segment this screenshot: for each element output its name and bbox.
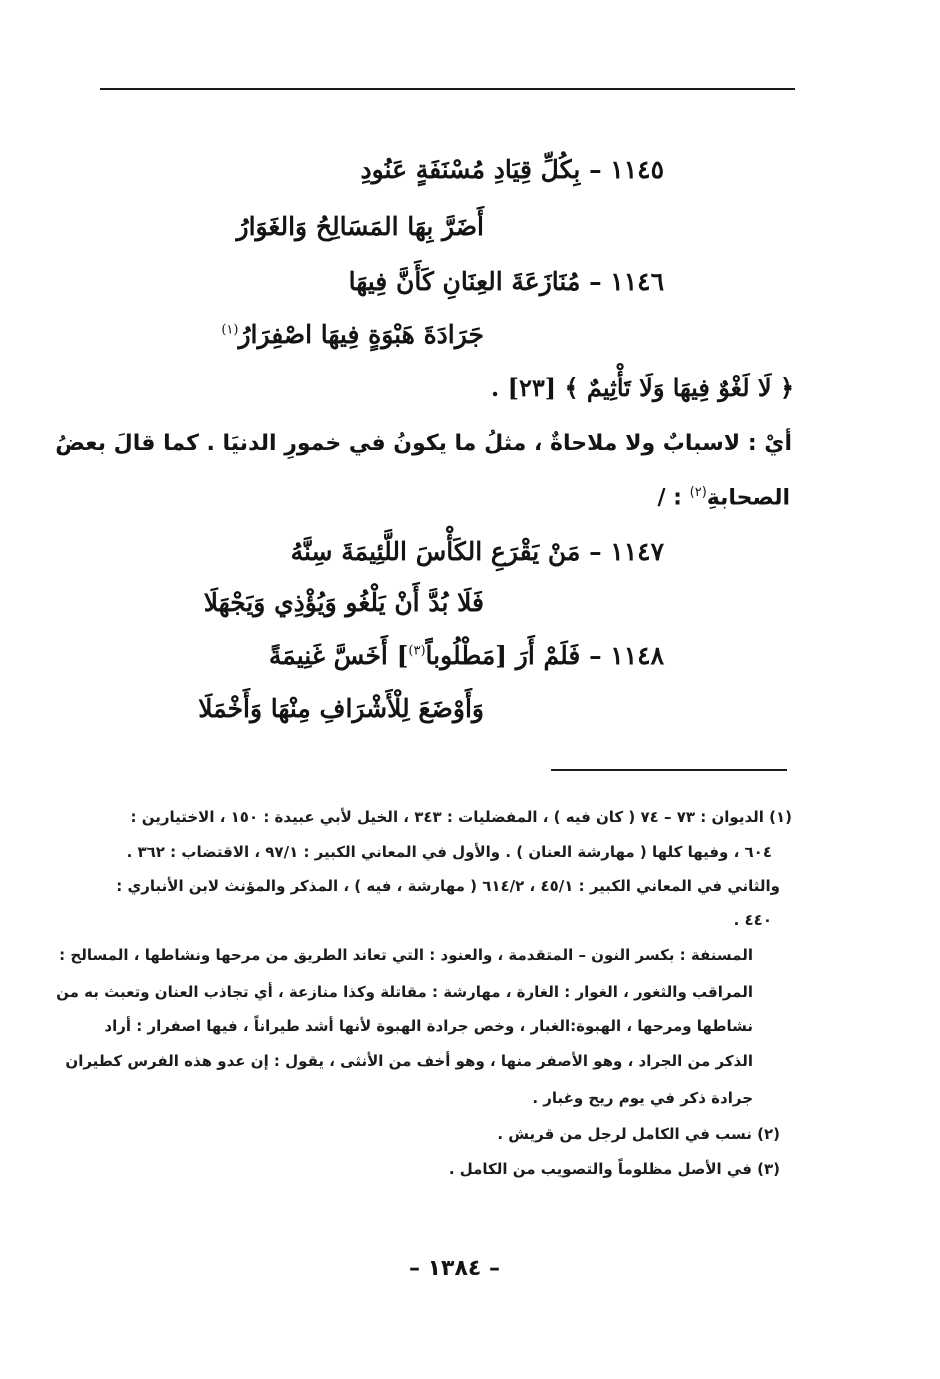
verse-1148-second-hemistich <box>198 694 484 723</box>
verse-number: ١١٤٨ – <box>589 641 664 670</box>
gloss-text: نشاطها ومرحها ، الهبوة:الغبار ، وخص جرادة الهبوة لأنها أشد طيراناً ، فيها اصفرار : أراد <box>104 1017 753 1035</box>
quran-text: لَا لَغْوٌ فِيهَا وَلَا تَأْثِيمٌ <box>586 373 772 402</box>
commentary-text: الصحابةِ <box>706 485 790 511</box>
footnote-1-line-1 <box>131 808 793 826</box>
footnote-2 <box>497 1125 780 1143</box>
hemistich-text: مَنْ يَقْرَعِ الكَأْسَ اللَّئِيمَةَ سِنَّهُ <box>290 537 581 566</box>
page-number-text: – ١٣٨٤ – <box>408 1256 500 1281</box>
verse-number: ١١٤٧ – <box>589 537 664 566</box>
verse-1146-first-hemistich <box>349 267 664 296</box>
gloss-line-1 <box>59 946 753 964</box>
footnote-rule <box>551 769 787 771</box>
page-number <box>409 1256 500 1281</box>
footnote-ref: (٢) <box>689 485 707 500</box>
footnote-text: (٣) في الأصل مظلوماً والتصويب من الكامل . <box>448 1160 780 1178</box>
footnote-text: ٤٤٠ . <box>733 911 772 929</box>
ornate-bracket-close: ﴾ <box>564 373 579 402</box>
gloss-text: المراقب والثغور ، الغوار : الغارة ، مهارشة : مقاتلة وكذا منازعة ، أي تجاذب العنان وتعبث به من <box>56 983 753 1001</box>
commentary-end: : / <box>657 485 682 511</box>
verse-1148-first-hemistich <box>269 641 664 670</box>
verse-1145-second-hemistich <box>237 212 485 241</box>
gloss-text: الذكر من الجراد ، وهو الأصفر منها ، وهو أخف من الأنثى ، يقول : إن عدو هذه الفرس كطيران <box>65 1052 753 1070</box>
footnote-ref: (١) <box>221 322 239 338</box>
gloss-line-3 <box>104 1017 753 1035</box>
gloss-text: المسنفة : بكسر النون – المتقدمة ، والعنود : التي تعاند الطريق من مرحها ونشاطها ، المسالح : <box>59 946 753 964</box>
verse-1147-second-hemistich <box>204 588 484 617</box>
footnote-1-line-2 <box>127 843 772 861</box>
verse-number: ١١٤٥ – <box>589 155 664 184</box>
ornate-bracket-open: ﴿ <box>779 373 794 402</box>
gloss-line-2 <box>56 983 753 1001</box>
verse-1147-first-hemistich <box>291 537 664 566</box>
hemistich-text: بِكُلِّ قِيَادِ مُسْنَفَةٍ عَنُودِ <box>360 155 581 184</box>
footnote-ref: (٣) <box>408 643 426 659</box>
commentary-line-2 <box>657 485 790 510</box>
footnote-3 <box>449 1160 780 1178</box>
footnote-text: والثاني في المعاني الكبير : ٤٥/١ ، ٦١٤/٢ ( مهارشة ، فيه ) ، المذكر والمؤنث لابن الأنباري : <box>116 877 780 895</box>
hemistich-text: أَضَرَّ بِهَا المَسَالِحُ وَالغَوَارُ <box>236 212 484 241</box>
footnote-1-line-3 <box>116 877 780 895</box>
footnote-1-line-4 <box>734 911 772 929</box>
hemistich-text: فَلَمْ أَرَ [مَطْلُوباً <box>425 641 581 670</box>
commentary-text: أيْ : لاسبابٌ ولا ملاحاةٌ ، مثلُ ما يكونُ في خمورِ الدنيَا . كما قالَ بعضُ <box>55 431 792 456</box>
top-rule <box>100 88 795 90</box>
footnote-text: ٦٠٤ ، وفيها كلها ( مهارشة العنان ) . والأول في المعاني الكبير : ٩٧/١ ، الاقتضاب : ٣٦٢ . <box>126 843 772 861</box>
commentary-line-1 <box>55 431 792 456</box>
verse-1146-second-hemistich <box>221 320 484 349</box>
verse-number: ١١٤٦ – <box>589 267 664 296</box>
gloss-text: جرادة ذكر في يوم ريح وغبار . <box>532 1089 753 1107</box>
gloss-line-5 <box>532 1089 753 1107</box>
footnote-text: (١) الديوان : ٧٣ – ٧٤ ( كان فيه ) ، المفضليات : ٣٤٣ ، الخيل لأبي عبيدة : ١٥٠ ، الاختيارين : <box>130 808 792 826</box>
quran-verse <box>491 373 794 402</box>
verse-1145-first-hemistich <box>360 155 664 184</box>
hemistich-text-continued: ] أَخَسَّ غَنِيمَةً <box>268 641 409 670</box>
hemistich-text: وَأَوْضَعَ لِلْأَشْرَافِ مِنْهَا وَأَخْمَلَا <box>198 694 484 723</box>
hemistich-text: جَرَادَةَ هَبْوَةٍ فِيهَا اصْفِرَارُ <box>238 320 484 349</box>
footnote-text: (٢) نسب في الكامل لرجل من قريش . <box>497 1125 780 1143</box>
hemistich-text: فَلَا بُدَّ أَنْ يَلْغُو وَيُؤْذِي وَيَجْهَلَا <box>203 588 484 617</box>
hemistich-text: مُنَازَعَةَ العِنَانِ كَأَنَّ فِيهَا <box>348 267 581 296</box>
verse-reference: [٢٣] . <box>490 373 557 402</box>
gloss-line-4 <box>65 1052 753 1070</box>
